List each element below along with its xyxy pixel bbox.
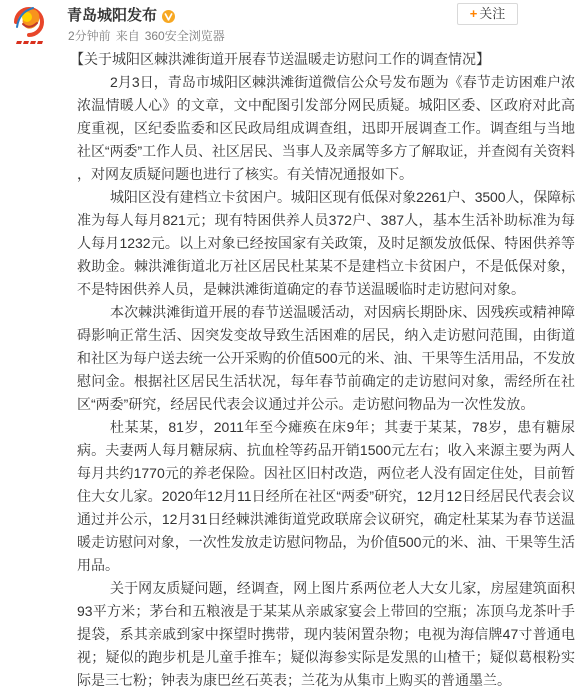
post-paragraph (77, 416, 575, 577)
follow-button[interactable] (457, 3, 518, 25)
post-time-link[interactable]: 2分钟前 (68, 29, 111, 43)
post-paragraph (77, 301, 575, 416)
city-emblem-icon (8, 4, 50, 46)
post-text-line: 度重视，区纪委监委和区民政局组成调查组，迅即开展调查工作。调查组与当地 (77, 120, 575, 136)
post-text-line: 住大女儿家。2020年12月11日经所在社区“两委”研究，12月12日经居民代表会议 (77, 488, 575, 504)
post-text-line: 救助金。棘洪滩街道北万社区居民杜某某不是建档立卡贫困户，不是低保对象， (77, 258, 575, 274)
post-paragraph (77, 186, 575, 301)
post-text-line: 2月3日，青岛市城阳区棘洪滩街道微信公众号发布题为《春节走访困难户浓 (110, 74, 575, 90)
source-prefix: 来自 (115, 29, 140, 43)
post-text-line: 93平方米；茅台和五粮液是于某某从亲戚家宴会上带回的空瓶；冻顶乌龙茶叶手 (77, 603, 575, 619)
post-text-line: 病。夫妻两人每月糖尿病、抗血栓等药品开销1500元左右；收入来源主要为两人 (77, 442, 575, 458)
post-text-line: 和社区为每户送去统一公开采购的价值500元的米、油、干果等生活用品，不发放 (77, 350, 575, 366)
verified-v-icon (162, 10, 175, 23)
post-text-line: 通过并公示，12月31日经棘洪滩街道党政联席会议研究，确定杜某某为春节送温 (77, 511, 575, 527)
post-text-line: ，对网友质疑问题也进行了核实。有关情况通报如下。 (77, 166, 413, 182)
account-avatar[interactable] (8, 4, 50, 46)
post-text-line: 际是三七粉；钟表为康巴丝石英表；兰花为从集市上购买的普通墨兰。 (77, 672, 511, 688)
post-text-line: 城阳区没有建档立卡贫困户。城阳区现有低保对象2261户、3500人，保障标 (110, 189, 575, 205)
follow-button-label: 关注 (479, 6, 506, 21)
post-paragraph (77, 577, 575, 692)
post-body (70, 48, 575, 692)
post-text-line: 人每月1232元。以上对象已经按国家有关政策，及时足额发放低保、特困供养等 (77, 235, 575, 251)
post-text-line: 区“两委”研究，经居民代表会议通过并公示。走访慰问物品为一次性发放。 (77, 396, 535, 412)
post-text-line: 用品。 (77, 557, 119, 573)
post-text-line: 关于网友质疑问题，经调查，网上图片系两位老人大女儿家，房屋建筑面积 (110, 580, 575, 596)
post-text-line: 提袋，系其亲戚到家中探望时携带，现内装闲置杂物；电视为海信牌47寸普通电 (77, 626, 575, 642)
post-paragraph (77, 71, 575, 186)
post-text-line: 碍影响正常生活、因突发变故导致生活困难的居民，纳入走访慰问范围，由街道 (77, 327, 575, 343)
post-text-line: 每月共约1770元的养老保险。因社区旧村改造，两位老人没有固定住处，目前暂 (77, 465, 575, 481)
post-text-line: 准为每人每月821元；现有特困供养人员372户、387人，基本生活补助标准为每 (77, 212, 575, 228)
post-meta (68, 29, 225, 43)
account-name-row (67, 7, 175, 25)
post-text-line: 不是特困供养人员，是棘洪滩街道确定的春节送温暖临时走访慰问对象。 (77, 281, 525, 297)
post-text-line: 慰问金。根据社区居民生活状况，每年春节前确定的走访慰问对象，需经所在社 (77, 373, 575, 389)
post-text-line: 本次棘洪滩街道开展的春节送温暖活动，对因病长期卧床、因残疾或精神障 (110, 304, 575, 320)
post-text-line: 暖走访慰问对象，一次性发放走访慰问物品，为价值500元的米、油、干果等生活 (77, 534, 575, 550)
post-text-line: 社区“两委”工作人员、社区居民、当事人及亲属等多方了解取证，并查阅有关资料 (77, 143, 575, 159)
post-text-line: 杜某某，81岁，2011年至今瘫痪在床9年；其妻于某某，78岁，患有糖尿 (110, 419, 575, 435)
post-title: 【关于城阳区棘洪滩街道开展春节送温暖走访慰问工作的调查情况】 (70, 51, 490, 67)
account-name[interactable]: 青岛城阳发布 (67, 7, 158, 24)
plus-icon: + (469, 6, 478, 21)
post-source-link[interactable]: 360安全浏览器 (144, 29, 225, 43)
post-text-line: 视；疑似的跑步机是儿童手推车；疑似海参实际是发黑的山楂干；疑似葛根粉实 (77, 649, 575, 665)
post-text-line: 浓温情暖人心》的文章，文中配图引发部分网民质疑。城阳区委、区政府对此高 (77, 97, 575, 113)
